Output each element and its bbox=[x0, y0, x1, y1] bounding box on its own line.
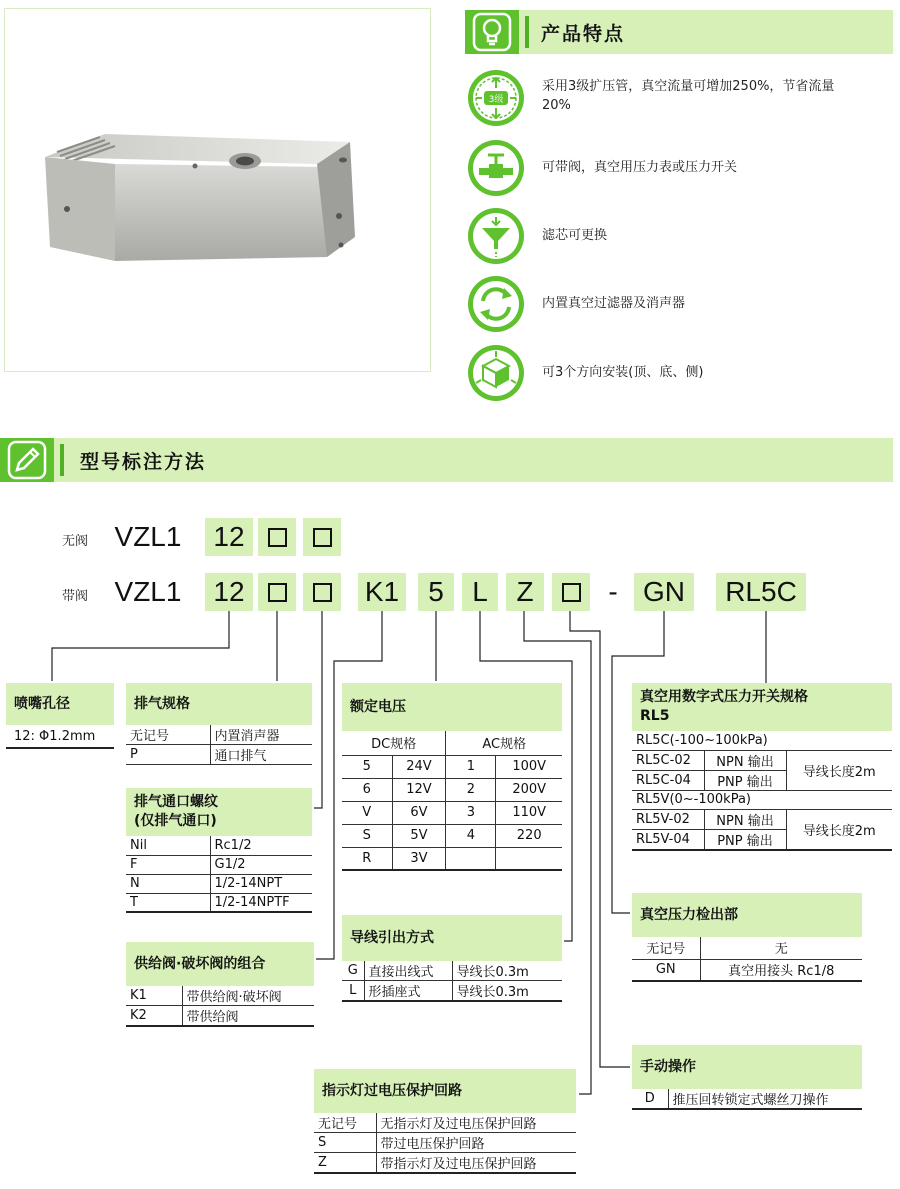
manual-title: 手动操作 bbox=[632, 1045, 862, 1089]
model-prefix: VZL1 bbox=[114, 521, 182, 552]
model-cell: RL5V-04 bbox=[632, 829, 704, 850]
ac-header: AC规格 bbox=[446, 731, 562, 755]
length-cell: 导线长0.3m bbox=[452, 981, 562, 1002]
desc-cell: G1/2 bbox=[210, 855, 312, 874]
model-prefix: VZL1 bbox=[114, 576, 182, 607]
voltage-box bbox=[342, 683, 562, 871]
model-seg-wiring: L bbox=[462, 573, 498, 611]
table-row bbox=[342, 961, 562, 981]
dc-volt: 24V bbox=[392, 755, 446, 778]
dc-code: V bbox=[342, 801, 392, 824]
table-row bbox=[342, 731, 562, 755]
output-cell: NPN 输出 bbox=[704, 750, 786, 770]
model-cell: RL5V-02 bbox=[632, 809, 704, 829]
model-seg-valve: K1 bbox=[358, 573, 406, 611]
features-title: 产品特点 bbox=[541, 23, 626, 45]
indicator-box bbox=[314, 1069, 576, 1174]
dc-volt: 3V bbox=[392, 847, 446, 870]
feature-text: 内置真空过滤器及消声器 bbox=[542, 296, 686, 311]
code-cell: L bbox=[342, 981, 364, 1002]
switch-group-label: RL5C(-100~100kPa) bbox=[632, 731, 892, 750]
desc-cell: 内置消声器 bbox=[210, 725, 312, 745]
desc-cell: 带指示灯及过电压保护回路 bbox=[376, 1153, 576, 1174]
thread-title: 排气通口螺纹 bbox=[134, 794, 218, 810]
ac-volt: 200V bbox=[496, 778, 562, 801]
desc-cell: 带供给阀·破坏阀 bbox=[182, 986, 314, 1006]
feature-text: 采用3级扩压管，真空流量可增加250%，节省流量20% bbox=[542, 79, 835, 113]
model-cell: RL5C-02 bbox=[632, 750, 704, 770]
table-row bbox=[342, 778, 562, 801]
table-row bbox=[632, 809, 892, 829]
model-seg-nozzle: 12 bbox=[205, 573, 253, 611]
table-row bbox=[342, 824, 562, 847]
length-cell: 导线长度2m bbox=[786, 809, 892, 850]
dc-volt: 5V bbox=[392, 824, 446, 847]
table-row bbox=[342, 801, 562, 824]
desc-cell: 无 bbox=[700, 937, 862, 959]
output-cell: NPN 输出 bbox=[704, 809, 786, 829]
indicator-title: 指示灯过电压保护回路 bbox=[314, 1069, 576, 1113]
ac-volt: 100V bbox=[496, 755, 562, 778]
code-cell: GN bbox=[632, 959, 700, 981]
code-cell: Nil bbox=[126, 836, 210, 855]
table-row bbox=[126, 855, 312, 874]
feature-text: 滤芯可更换 bbox=[542, 228, 608, 243]
model-seg-switch: RL5C bbox=[716, 573, 806, 611]
table-row bbox=[632, 790, 892, 809]
dc-code: 6 bbox=[342, 778, 392, 801]
table-row bbox=[314, 1113, 576, 1133]
table-row bbox=[126, 836, 312, 855]
table-row bbox=[126, 725, 312, 745]
code-cell: 无记号 bbox=[632, 937, 700, 959]
nozzle-box bbox=[6, 683, 114, 749]
table-row bbox=[126, 745, 312, 765]
wiring-title: 导线引出方式 bbox=[342, 915, 562, 961]
table-row bbox=[632, 750, 892, 770]
table-row bbox=[342, 847, 562, 870]
desc-cell: 推压回转锁定式螺丝刀操作 bbox=[668, 1089, 862, 1109]
code-cell: 无记号 bbox=[126, 725, 210, 745]
ac-volt: 110V bbox=[496, 801, 562, 824]
thread-header bbox=[126, 788, 312, 836]
table-row bbox=[314, 1153, 576, 1174]
table-row bbox=[632, 937, 862, 959]
code-cell: N bbox=[126, 874, 210, 893]
table-row bbox=[632, 1089, 862, 1109]
feature-text: 可带阀，真空用压力表或压力开关 bbox=[542, 160, 738, 175]
dc-volt: 12V bbox=[392, 778, 446, 801]
model-dash: - bbox=[608, 576, 618, 607]
thread-box bbox=[126, 788, 312, 913]
code-cell: Z bbox=[314, 1153, 376, 1174]
no-valve-label: 无阀 bbox=[62, 534, 89, 549]
desc-cell: 真空用接头 Rc1/8 bbox=[700, 959, 862, 981]
nozzle-title: 喷嘴孔径 bbox=[6, 683, 114, 725]
desc-cell: 1/2-14NPTF bbox=[210, 893, 312, 912]
valve-combo-title: 供给阀·破坏阀的组合 bbox=[126, 942, 314, 986]
wiring-box bbox=[342, 915, 562, 1002]
model-section-title: 型号标注方法 bbox=[80, 451, 207, 473]
length-cell: 导线长0.3m bbox=[452, 961, 562, 981]
desc-cell: 带过电压保护回路 bbox=[376, 1133, 576, 1153]
model-seg-nozzle: 12 bbox=[205, 518, 253, 556]
code-cell: S bbox=[314, 1133, 376, 1153]
type-cell: 直接出线式 bbox=[364, 961, 452, 981]
desc-cell: 无指示灯及过电压保护回路 bbox=[376, 1113, 576, 1133]
output-cell: PNP 输出 bbox=[704, 829, 786, 850]
dc-code: R bbox=[342, 847, 392, 870]
desc-cell: 带供给阀 bbox=[182, 1006, 314, 1027]
table-row bbox=[314, 1133, 576, 1153]
table-row bbox=[342, 981, 562, 1002]
model-seg-detect: GN bbox=[634, 573, 694, 611]
thread-subtitle: (仅排气通口) bbox=[134, 813, 217, 829]
model-seg-indicator: Z bbox=[506, 573, 544, 611]
switch-group-label: RL5V(0~-100kPa) bbox=[632, 790, 892, 809]
voltage-title: 额定电压 bbox=[342, 683, 562, 731]
dc-code: 5 bbox=[342, 755, 392, 778]
with-valve-label: 带阀 bbox=[62, 589, 89, 604]
code-cell: K2 bbox=[126, 1006, 182, 1027]
ac-volt: 220 bbox=[496, 824, 562, 847]
exhaust-box bbox=[126, 683, 312, 765]
switch-header bbox=[632, 683, 892, 731]
table-row bbox=[126, 893, 312, 912]
output-cell: PNP 输出 bbox=[704, 770, 786, 790]
type-cell: 形插座式 bbox=[364, 981, 452, 1002]
code-cell: D bbox=[632, 1089, 668, 1109]
switch-title: 真空用数字式压力开关规格 bbox=[640, 689, 808, 705]
code-cell: G bbox=[342, 961, 364, 981]
detect-title: 真空压力检出部 bbox=[632, 893, 862, 937]
dc-code: S bbox=[342, 824, 392, 847]
dc-header: DC规格 bbox=[342, 731, 446, 755]
dc-volt: 6V bbox=[392, 801, 446, 824]
length-cell: 导线长度2m bbox=[786, 750, 892, 790]
desc-cell: Rc1/2 bbox=[210, 836, 312, 855]
table-row bbox=[126, 986, 314, 1006]
table-row bbox=[342, 755, 562, 778]
table-row bbox=[632, 959, 862, 981]
ac-code bbox=[446, 847, 496, 870]
desc-cell: 1/2-14NPT bbox=[210, 874, 312, 893]
ac-code: 2 bbox=[446, 778, 496, 801]
desc-cell: 通口排气 bbox=[210, 745, 312, 765]
switch-box bbox=[632, 683, 892, 851]
code-cell: T bbox=[126, 893, 210, 912]
nozzle-value: 12: Φ1.2mm bbox=[6, 725, 114, 749]
ac-code: 4 bbox=[446, 824, 496, 847]
code-cell: P bbox=[126, 745, 210, 765]
table-row bbox=[126, 1006, 314, 1027]
exhaust-title: 排气规格 bbox=[126, 683, 312, 725]
valve-combo-box bbox=[126, 942, 314, 1027]
model-cell: RL5C-04 bbox=[632, 770, 704, 790]
detect-box bbox=[632, 893, 862, 982]
ac-volt bbox=[496, 847, 562, 870]
ac-code: 1 bbox=[446, 755, 496, 778]
manual-box bbox=[632, 1045, 862, 1110]
code-cell: F bbox=[126, 855, 210, 874]
feature-text: 可3个方向安装(顶、底、侧) bbox=[542, 365, 704, 380]
switch-subtitle: RL5 bbox=[640, 708, 670, 724]
stage-badge: 3级 bbox=[488, 95, 504, 105]
model-seg-voltage: 5 bbox=[418, 573, 454, 611]
table-row bbox=[632, 731, 892, 750]
table-row bbox=[126, 874, 312, 893]
code-cell: 无记号 bbox=[314, 1113, 376, 1133]
code-cell: K1 bbox=[126, 986, 182, 1006]
ac-code: 3 bbox=[446, 801, 496, 824]
